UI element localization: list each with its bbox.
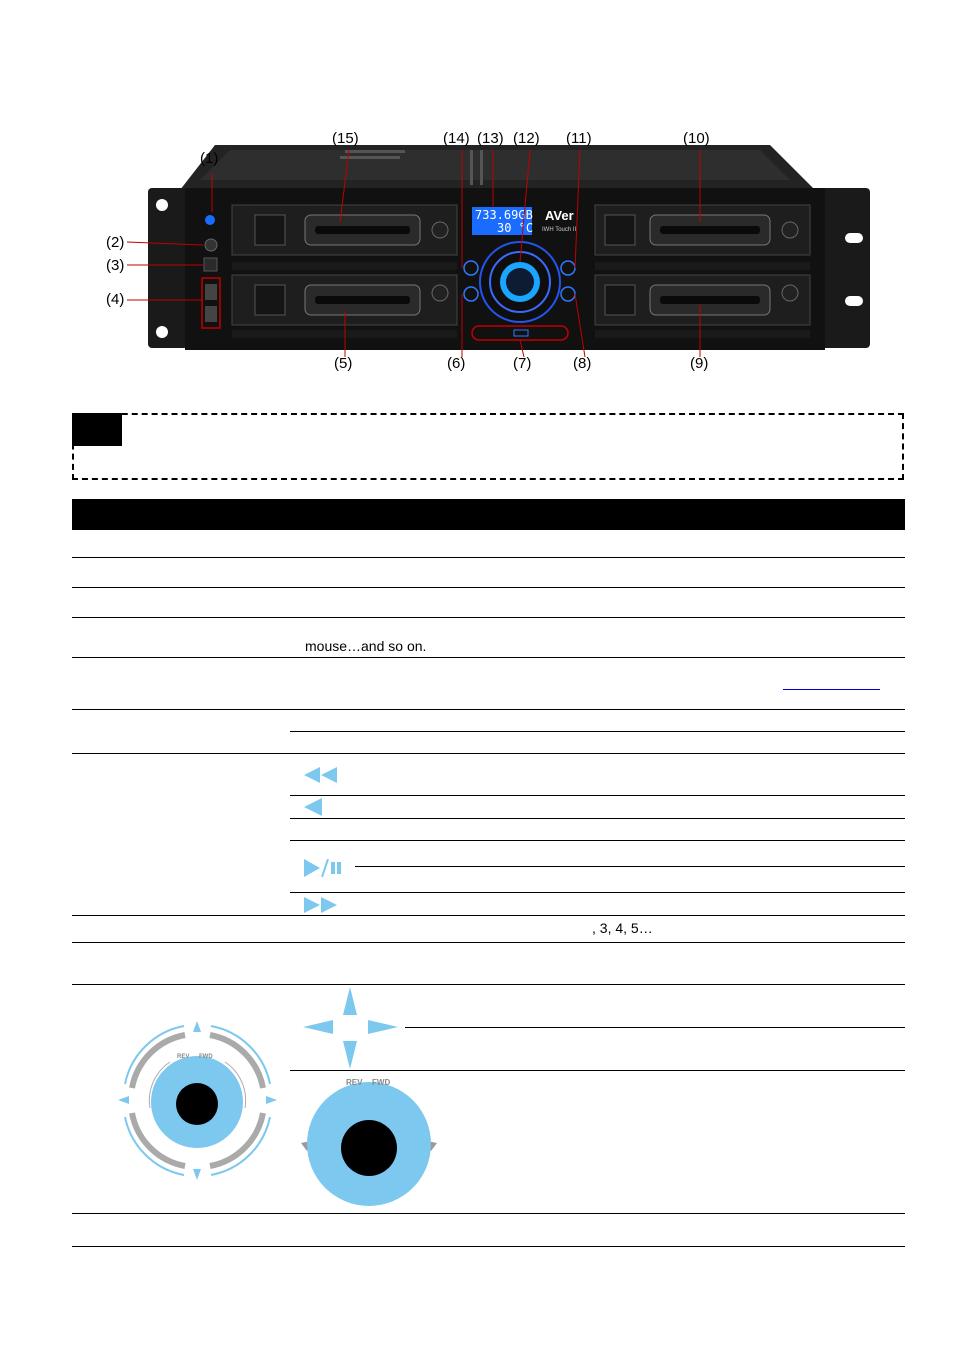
callout-12: (12) xyxy=(513,130,540,147)
row-divider xyxy=(72,1246,905,1247)
row-divider xyxy=(72,942,905,943)
note-tag xyxy=(72,413,122,446)
callout-13: (13) xyxy=(477,130,504,147)
rewind-icon xyxy=(304,767,338,783)
callout-10: (10) xyxy=(683,130,710,147)
row-divider xyxy=(72,657,905,658)
brand-logo: AVer xyxy=(545,208,574,223)
row-divider xyxy=(72,915,905,916)
hyperlink-underline[interactable] xyxy=(783,689,880,690)
callout-14: (14) xyxy=(443,130,470,147)
callout-4: (4) xyxy=(106,291,125,308)
callout-15: (15) xyxy=(332,130,359,147)
callout-5: (5) xyxy=(334,355,353,372)
row-divider xyxy=(72,753,905,754)
arrow-pad-icon xyxy=(303,987,398,1069)
callout-6: (6) xyxy=(447,355,466,372)
note-box xyxy=(72,413,904,480)
usb-row-text: mouse…and so on. xyxy=(305,638,427,654)
subrow-divider xyxy=(290,795,905,796)
device-figure xyxy=(0,0,954,400)
subrow-divider xyxy=(290,731,905,732)
row-divider xyxy=(72,984,905,985)
svg-text:FWD: FWD xyxy=(372,1078,391,1087)
step-back-icon xyxy=(304,798,324,816)
callout-3: (3) xyxy=(106,257,125,274)
row-divider xyxy=(72,1213,905,1214)
arrow-left-icon xyxy=(303,1020,333,1034)
row-divider xyxy=(72,617,905,618)
fast-forward-icon xyxy=(304,897,338,913)
lcd-temperature: 30 °C xyxy=(497,221,534,235)
subrow-divider xyxy=(290,892,905,893)
number-row-text: , 3, 4, 5… xyxy=(592,920,653,936)
callout-8: (8) xyxy=(573,355,592,372)
model-label: IWH Touch II xyxy=(542,227,577,233)
lcd-capacity: 733.69GB xyxy=(475,208,533,222)
subrow-divider xyxy=(290,818,905,819)
row-divider xyxy=(72,709,905,710)
callout-2: (2) xyxy=(106,234,125,251)
jog-shuttle-icon xyxy=(298,1073,440,1211)
power-button xyxy=(205,215,215,225)
svg-text:FWD: FWD xyxy=(199,1054,213,1060)
callout-1: (1) xyxy=(200,150,219,167)
row-divider xyxy=(72,557,905,558)
subrow-divider xyxy=(355,866,905,867)
svg-text:REV: REV xyxy=(177,1054,190,1060)
callout-11: (11) xyxy=(566,130,592,147)
callout-7: (7) xyxy=(513,355,532,372)
jog-dial-diagram xyxy=(115,1018,280,1183)
arrow-right-icon xyxy=(368,1020,398,1034)
subrow-divider xyxy=(290,1070,905,1071)
svg-text:REV: REV xyxy=(346,1078,363,1087)
arrow-up-icon xyxy=(343,987,357,1015)
arrow-down-icon xyxy=(343,1041,357,1069)
table-header xyxy=(72,499,905,530)
callout-9: (9) xyxy=(690,355,709,372)
row-divider xyxy=(72,587,905,588)
subrow-divider xyxy=(290,840,905,841)
play-pause-icon xyxy=(304,859,344,877)
subrow-divider xyxy=(405,1027,905,1028)
